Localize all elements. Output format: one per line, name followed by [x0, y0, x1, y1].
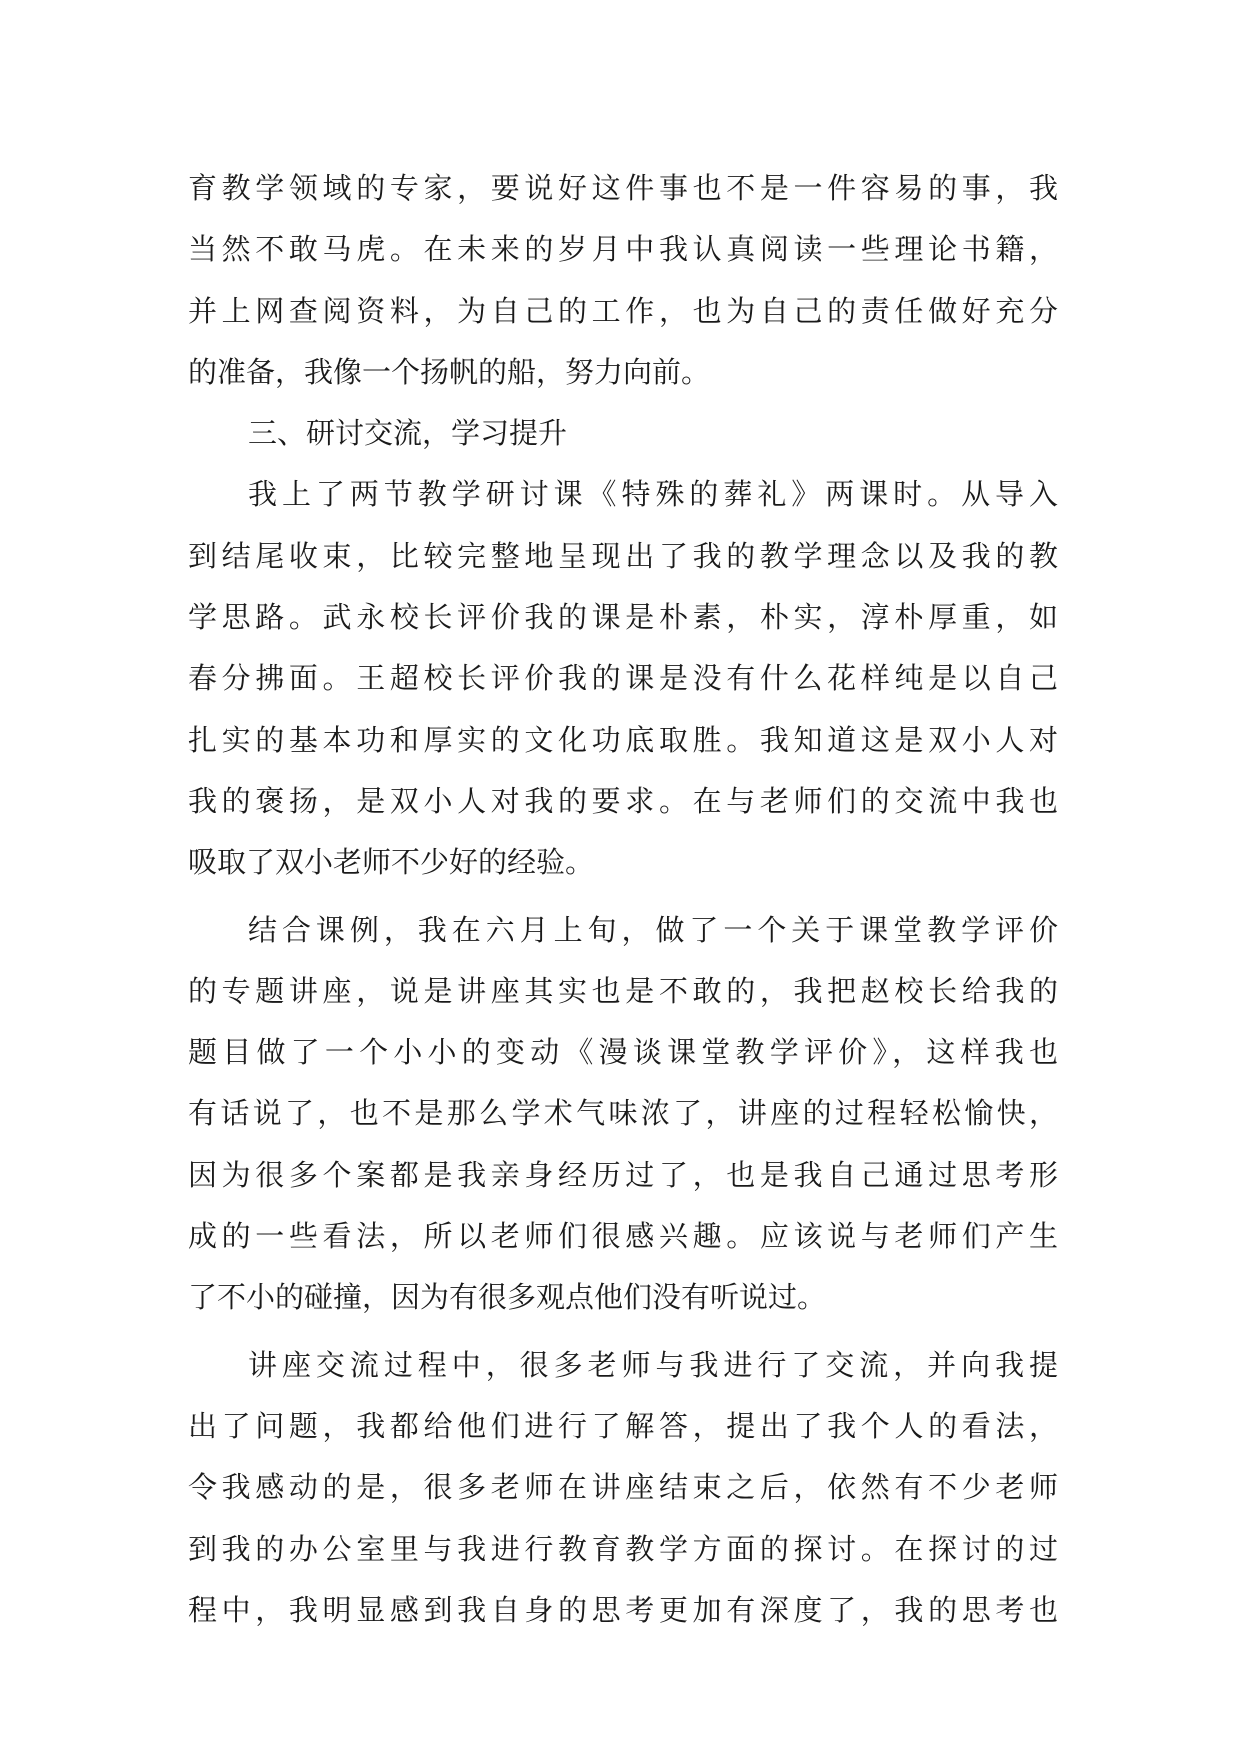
text-line: 出了问题，我都给他们进行了解答，提出了我个人的看法， [188, 1408, 1058, 1443]
paragraph [188, 158, 1058, 403]
text-line: 的准备，我像一个扬帆的船，努力向前。 [188, 354, 711, 389]
text-line: 春分拂面。王超校长评价我的课是没有什么花样纯是以自己 [188, 661, 1058, 696]
text-line: 的专题讲座，说是讲座其实也是不敢的，我把赵校长给我的 [188, 973, 1058, 1008]
text-line: 到我的办公室里与我进行教育教学方面的探讨。在探讨的过 [188, 1531, 1058, 1566]
text-line: 并上网查阅资料，为自己的工作，也为自己的责任做好充分 [188, 293, 1058, 328]
text-line: 我上了两节教学研讨课《特殊的葬礼》两课时。从导入 [248, 477, 1058, 512]
paragraph [188, 900, 1058, 1329]
text-line: 扎实的基本功和厚实的文化功底取胜。我知道这是双小人对 [188, 722, 1058, 757]
text-line: 学思路。武永校长评价我的课是朴素，朴实，淳朴厚重，如 [188, 600, 1058, 635]
text-line: 到结尾收束，比较完整地呈现出了我的教学理念以及我的教 [188, 538, 1058, 573]
text-line: 因为很多个案都是我亲身经历过了，也是我自己通过思考形 [188, 1157, 1058, 1192]
text-line: 讲座交流过程中，很多老师与我进行了交流，并向我提 [248, 1347, 1058, 1382]
text-line: 吸取了双小老师不少好的经验。 [188, 845, 595, 880]
document-body [188, 158, 1058, 1641]
text-line: 题目做了一个小小的变动《漫谈课堂教学评价》，这样我也 [188, 1035, 1058, 1070]
text-line: 有话说了，也不是那么学术气味浓了，讲座的过程轻松愉快， [188, 1096, 1058, 1131]
text-line: 成的一些看法，所以老师们很感兴趣。应该说与老师们产生 [188, 1219, 1058, 1254]
heading-text: 三、研讨交流，学习提升 [248, 416, 568, 451]
text-line: 当然不敢马虎。在未来的岁月中我认真阅读一些理论书籍， [188, 232, 1058, 267]
text-line: 令我感动的是，很多老师在讲座结束之后，依然有不少老师 [188, 1470, 1058, 1505]
text-line: 育教学领域的专家，要说好这件事也不是一件容易的事，我 [188, 171, 1058, 205]
paragraph [188, 464, 1058, 893]
text-line: 了不小的碰撞，因为有很多观点他们没有听说过。 [188, 1280, 827, 1315]
text-line: 我的褒扬，是双小人对我的要求。在与老师们的交流中我也 [188, 783, 1058, 818]
text-line: 程中，我明显感到我自身的思考更加有深度了，我的思考也 [188, 1592, 1058, 1627]
text-line: 结合课例，我在六月上旬，做了一个关于课堂教学评价 [248, 912, 1058, 947]
paragraph [188, 1335, 1058, 1641]
section-heading [188, 403, 1058, 464]
